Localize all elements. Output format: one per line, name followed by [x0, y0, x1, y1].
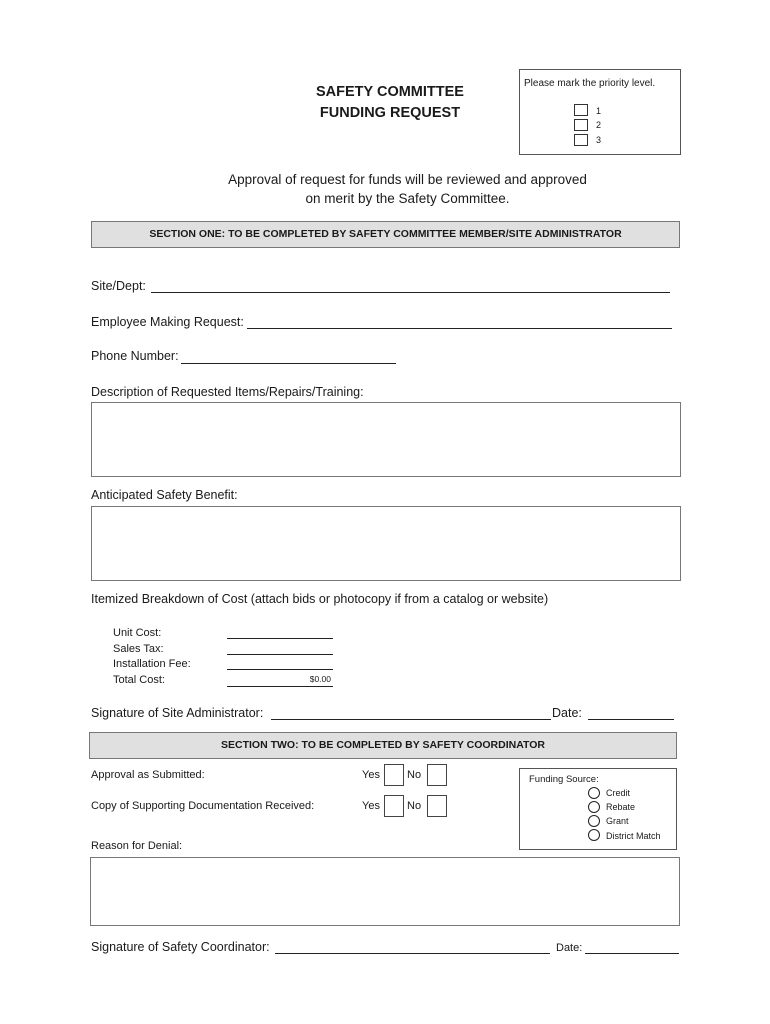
total-cost-line: [227, 686, 333, 687]
coordinator-date-input[interactable]: [585, 953, 679, 954]
form-title: [290, 82, 490, 124]
funding-source-label: Funding Source:: [529, 774, 599, 785]
site-admin-date-label: Date:: [552, 706, 582, 720]
priority-3-checkbox[interactable]: [574, 134, 588, 146]
description-textarea[interactable]: [91, 402, 681, 477]
funding-grant-label: Grant: [606, 816, 629, 826]
title-line-1: SAFETY COMMITTEE: [316, 84, 464, 100]
coordinator-signature-input[interactable]: [275, 953, 550, 954]
copy-docs-yes-label: Yes: [362, 800, 380, 812]
total-cost-label: Total Cost:: [113, 674, 165, 686]
denial-textarea[interactable]: [90, 857, 680, 926]
benefit-textarea[interactable]: [91, 506, 681, 581]
funding-district-match-label: District Match: [606, 831, 661, 841]
title-line-2: FUNDING REQUEST: [319, 105, 461, 121]
approval-no-label: No: [407, 769, 422, 781]
site-admin-signature-input[interactable]: [271, 719, 551, 720]
copy-docs-no-label: No: [407, 800, 422, 812]
funding-district-match-radio[interactable]: [588, 829, 600, 841]
installation-fee-input[interactable]: [227, 669, 333, 670]
priority-label: Please mark the priority level.: [524, 78, 656, 89]
intro-line-1: Approval of request for funds will be reviewed and approved: [228, 172, 587, 187]
section-two-heading: SECTION TWO: TO BE COMPLETED BY SAFETY COORDINATOR: [89, 732, 677, 759]
priority-3-label: 3: [596, 135, 602, 145]
unit-cost-input[interactable]: [227, 638, 333, 639]
priority-2-label: 2: [596, 120, 602, 130]
employee-input[interactable]: [247, 328, 672, 329]
benefit-label: Anticipated Safety Benefit:: [91, 488, 238, 502]
priority-2-checkbox[interactable]: [574, 119, 588, 131]
unit-cost-label: Unit Cost:: [113, 627, 162, 639]
funding-grant-radio[interactable]: [588, 815, 600, 827]
coordinator-signature-label: Signature of Safety Coordinator:: [91, 940, 270, 954]
funding-credit-label: Credit: [606, 788, 631, 798]
total-cost-value: $0.00: [309, 674, 331, 684]
intro-line-2: on merit by the Safety Committee.: [305, 191, 510, 206]
approval-yes-label: Yes: [362, 769, 380, 781]
itemized-label: Itemized Breakdown of Cost (attach bids or photocopy if from a catalog or website): [91, 592, 549, 606]
intro-text: [150, 170, 665, 208]
sales-tax-input[interactable]: [227, 654, 333, 655]
approval-label: Approval as Submitted:: [91, 769, 205, 781]
funding-rebate-label: Rebate: [606, 802, 636, 812]
copy-docs-no-checkbox[interactable]: [427, 795, 447, 817]
site-dept-label: Site/Dept:: [91, 279, 146, 293]
employee-label: Employee Making Request:: [91, 315, 244, 329]
copy-docs-label: Copy of Supporting Documentation Received:: [91, 800, 315, 812]
approval-yes-checkbox[interactable]: [384, 764, 404, 786]
coordinator-date-label: Date:: [556, 942, 583, 954]
description-label: Description of Requested Items/Repairs/Training:: [91, 385, 364, 399]
installation-fee-label: Installation Fee:: [113, 658, 191, 670]
site-admin-signature-label: Signature of Site Administrator:: [91, 706, 264, 720]
section-one-heading: SECTION ONE: TO BE COMPLETED BY SAFETY COMMITTEE MEMBER/SITE ADMINISTRATOR: [91, 221, 680, 248]
priority-1-label: 1: [596, 106, 602, 116]
copy-docs-yes-checkbox[interactable]: [384, 795, 404, 817]
denial-label: Reason for Denial:: [91, 840, 183, 852]
funding-credit-radio[interactable]: [588, 787, 600, 799]
priority-1-checkbox[interactable]: [574, 104, 588, 116]
funding-rebate-radio[interactable]: [588, 801, 600, 813]
phone-input[interactable]: [181, 363, 396, 364]
sales-tax-label: Sales Tax:: [113, 643, 164, 655]
phone-label: Phone Number:: [91, 349, 179, 363]
approval-no-checkbox[interactable]: [427, 764, 447, 786]
site-admin-date-input[interactable]: [588, 719, 674, 720]
site-dept-input[interactable]: [151, 292, 670, 293]
